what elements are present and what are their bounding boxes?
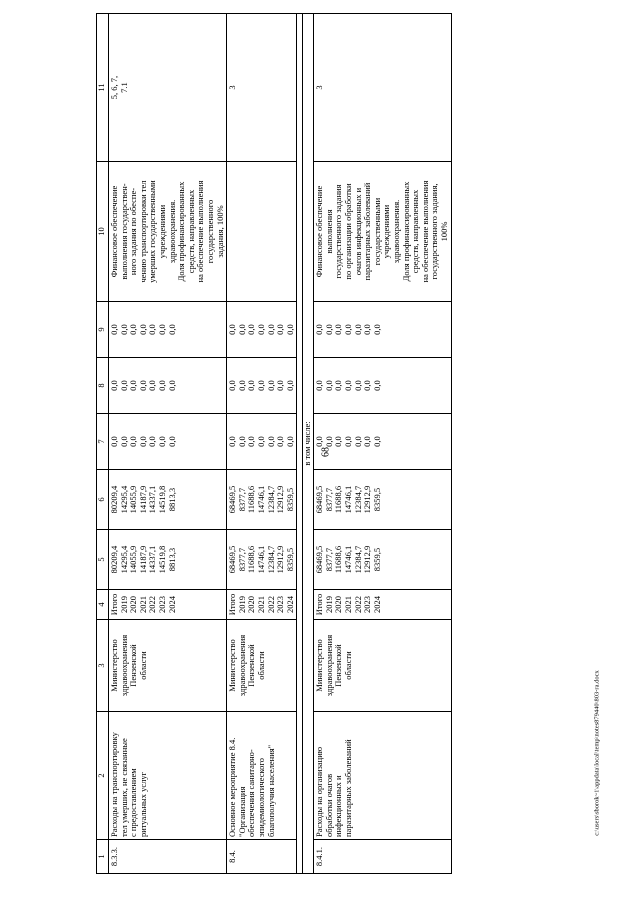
- value-column: [109, 414, 227, 470]
- value-line: 2024: [166, 596, 177, 613]
- value-line: 0,0: [265, 324, 276, 335]
- value-line: 2021: [137, 596, 148, 613]
- value-line: 0,0: [362, 380, 373, 391]
- value-line: 0,0: [284, 380, 295, 391]
- header-cell: 10: [97, 162, 109, 302]
- value-column: [109, 470, 227, 530]
- value-column: [227, 530, 297, 590]
- value-line: 12384,7: [265, 485, 276, 514]
- value-line: 14055,9: [128, 545, 139, 574]
- header-cell: 3: [97, 620, 109, 712]
- value-line: 0,0: [255, 436, 266, 447]
- executor: Министерство здравоохранения Пензенской области: [109, 620, 227, 712]
- value-line: 14295,4: [118, 545, 129, 574]
- value-line: 0,0: [371, 324, 382, 335]
- value-line: 2022: [352, 596, 363, 613]
- value-column: [314, 414, 451, 470]
- value-line: 2022: [147, 596, 158, 613]
- value-line: 12912,9: [275, 545, 286, 574]
- value-line: 11688,6: [333, 485, 344, 514]
- value-line: 0,0: [333, 324, 344, 335]
- section-row: [227, 14, 297, 874]
- value-line: 12384,7: [352, 485, 363, 514]
- value-line: 2023: [275, 596, 286, 613]
- value-column: [227, 358, 297, 414]
- value-column: [314, 358, 451, 414]
- header-row: [97, 14, 109, 874]
- value-line: 80209,4: [109, 485, 119, 514]
- value-line: 0,0: [275, 436, 286, 447]
- value-line: 14746,1: [343, 545, 354, 574]
- value-line: 0,0: [343, 324, 354, 335]
- value-line: 14055,9: [128, 485, 139, 514]
- value-line: 0,0: [255, 380, 266, 391]
- value-line: 2019: [118, 596, 129, 613]
- value-line: 0,0: [371, 380, 382, 391]
- indicator-link: 5, 6, 7, 7.1: [109, 14, 227, 162]
- value-column: [109, 590, 227, 620]
- value-line: 0,0: [118, 436, 129, 447]
- value-line: 8813,3: [166, 487, 177, 512]
- value-line: 0,0: [333, 380, 344, 391]
- value-line: 0,0: [147, 324, 158, 335]
- page-number: 68: [320, 447, 332, 457]
- value-line: 8377,7: [236, 487, 247, 512]
- value-line: 8359,5: [284, 547, 295, 572]
- footer-file-path: c:\users\sborok~1\appdata\local\temp\notes879440\803-ra.docx: [593, 670, 601, 836]
- value-line: 2019: [236, 596, 247, 613]
- value-line: 0,0: [275, 380, 286, 391]
- value-line: 0,0: [333, 436, 344, 447]
- value-line: 0,0: [323, 436, 334, 447]
- value-line: 0,0: [118, 324, 129, 335]
- value-line: 0,0: [246, 324, 257, 335]
- value-line: 0,0: [352, 436, 363, 447]
- value-line: 0,0: [166, 380, 177, 391]
- subheader-text: в том числе:: [303, 14, 314, 874]
- value-line: 2023: [362, 596, 373, 613]
- value-line: 12384,7: [352, 545, 363, 574]
- value-line: 0,0: [166, 436, 177, 447]
- value-line: 0,0: [227, 380, 238, 391]
- value-line: 80209,4: [109, 545, 119, 574]
- value-line: 8813,3: [166, 547, 177, 572]
- value-column: [314, 590, 451, 620]
- value-line: 0,0: [314, 324, 325, 335]
- value-line: 0,0: [265, 436, 276, 447]
- indicator-text: Финансовое обеспечение выполнения государственного задания по организации обработки очагов инфекционных и паразитарных заболеваний государственными учреждениями здравоохранения. Доля профинансированных средств, направленных на обеспечение выполнения государственного задания, 100%: [314, 162, 451, 302]
- item-number: 8.3.3.: [109, 840, 227, 874]
- value-line: 11688,6: [333, 545, 344, 574]
- budget-table: [96, 13, 452, 874]
- value-line: 0,0: [284, 436, 295, 447]
- value-line: 14337,1: [147, 485, 158, 514]
- value-line: 2023: [156, 596, 167, 613]
- value-column: [227, 470, 297, 530]
- header-cell: 1: [97, 840, 109, 874]
- value-line: 8359,5: [284, 487, 295, 512]
- value-line: 2024: [284, 596, 295, 613]
- value-line: 14295,4: [118, 485, 129, 514]
- header-cell: 5: [97, 530, 109, 590]
- value-line: 2022: [265, 596, 276, 613]
- value-line: 0,0: [362, 324, 373, 335]
- table-body: [97, 14, 452, 874]
- value-line: 11688,6: [246, 545, 257, 574]
- value-line: 0,0: [227, 436, 238, 447]
- value-line: 0,0: [137, 380, 148, 391]
- value-column: [314, 530, 451, 590]
- value-line: 0,0: [362, 436, 373, 447]
- value-column: [227, 414, 297, 470]
- value-line: 0,0: [236, 380, 247, 391]
- value-line: 14337,1: [147, 545, 158, 574]
- header-cell: 8: [97, 358, 109, 414]
- value-line: 2021: [255, 596, 266, 613]
- section-row: [314, 14, 451, 874]
- value-line: 0,0: [246, 436, 257, 447]
- value-line: 0,0: [236, 324, 247, 335]
- value-line: 0,0: [352, 324, 363, 335]
- value-line: 0,0: [284, 324, 295, 335]
- value-line: 0,0: [147, 436, 158, 447]
- value-line: 0,0: [147, 380, 158, 391]
- value-column: [314, 302, 451, 358]
- value-line: 0,0: [128, 324, 139, 335]
- value-line: 14746,1: [255, 545, 266, 574]
- value-line: 2020: [333, 596, 344, 613]
- value-line: Итого: [227, 593, 238, 616]
- executor: Министерство здравоохранения Пензенской области: [314, 620, 451, 712]
- indicator-link: 3: [314, 14, 451, 162]
- value-line: 0,0: [255, 324, 266, 335]
- value-line: 12384,7: [265, 545, 276, 574]
- value-line: 0,0: [156, 436, 167, 447]
- value-line: 8377,7: [236, 547, 247, 572]
- value-line: 0,0: [166, 324, 177, 335]
- header-cell: 2: [97, 712, 109, 840]
- value-line: 8359,5: [371, 547, 382, 572]
- header-cell: 11: [97, 14, 109, 162]
- value-line: 2021: [343, 596, 354, 613]
- value-line: 0,0: [156, 380, 167, 391]
- value-line: 0,0: [314, 380, 325, 391]
- executor: Министерство здравоохранения Пензенской области: [227, 620, 297, 712]
- value-line: 8377,7: [323, 487, 334, 512]
- value-line: 0,0: [323, 324, 334, 335]
- header-cell: 4: [97, 590, 109, 620]
- value-line: 2024: [371, 596, 382, 613]
- value-line: 11688,6: [246, 485, 257, 514]
- value-line: 12912,9: [275, 485, 286, 514]
- subheader-row: [303, 14, 314, 874]
- item-name: Расходы на организацию обработки очагов инфекционных и паразитарных заболеваний: [314, 712, 451, 840]
- value-line: 2020: [246, 596, 257, 613]
- value-line: 68469,5: [227, 485, 238, 514]
- value-column: [109, 530, 227, 590]
- value-line: 0,0: [128, 436, 139, 447]
- item-name: Основное мероприятие 8.4. "Организация обеспечения санитарно- эпидемиологического благополучия населения": [227, 712, 297, 840]
- value-line: 0,0: [352, 380, 363, 391]
- indicator-text: [227, 162, 297, 302]
- value-line: 8377,7: [323, 547, 334, 572]
- section-row: [109, 14, 227, 874]
- value-line: 0,0: [137, 324, 148, 335]
- value-column: [109, 302, 227, 358]
- value-line: 14519,8: [156, 545, 167, 574]
- value-column: [109, 358, 227, 414]
- value-line: 2019: [323, 596, 334, 613]
- value-line: Итого: [109, 593, 119, 616]
- value-column: [227, 590, 297, 620]
- indicator-text: Финансовое обеспечение выполнения государствен- ного задания по обеспе- чению транспортировки тел умерших государственными учреждениями здравоохранения. Доля профинансированных средств, направленных на обеспечение выполнения государственного задания, 100%: [109, 162, 227, 302]
- item-name: Расходы на транспортировку тел умерших, не связанные с предоставлением ритуальных услуг: [109, 712, 227, 840]
- value-line: 14187,9: [137, 545, 148, 574]
- item-number: 8.4.: [227, 840, 297, 874]
- header-cell: 7: [97, 414, 109, 470]
- value-line: 14187,9: [137, 485, 148, 514]
- value-line: 68469,5: [227, 545, 238, 574]
- value-line: 0,0: [343, 380, 354, 391]
- indicator-link: 3: [227, 14, 297, 162]
- value-line: 14746,1: [343, 485, 354, 514]
- value-line: 0,0: [227, 324, 238, 335]
- value-line: 0,0: [109, 324, 119, 335]
- value-line: 0,0: [314, 436, 325, 447]
- value-line: 0,0: [109, 380, 119, 391]
- value-line: 14519,8: [156, 485, 167, 514]
- value-line: 68469,5: [314, 485, 325, 514]
- value-line: 0,0: [275, 324, 286, 335]
- value-line: 0,0: [236, 436, 247, 447]
- value-line: 0,0: [118, 380, 129, 391]
- value-line: 0,0: [371, 436, 382, 447]
- value-line: 8359,5: [371, 487, 382, 512]
- value-line: 68469,5: [314, 545, 325, 574]
- value-line: 0,0: [109, 436, 119, 447]
- value-line: 2020: [128, 596, 139, 613]
- value-line: Итого: [314, 593, 325, 616]
- value-line: 0,0: [156, 324, 167, 335]
- header-cell: 6: [97, 470, 109, 530]
- header-cell: 9: [97, 302, 109, 358]
- value-line: 0,0: [343, 436, 354, 447]
- item-number: 8.4.1.: [314, 840, 451, 874]
- value-line: 14746,1: [255, 485, 266, 514]
- value-line: 12912,9: [362, 545, 373, 574]
- rotated-page-content: [96, 14, 629, 874]
- value-line: 0,0: [323, 380, 334, 391]
- value-column: [227, 302, 297, 358]
- value-line: 0,0: [128, 380, 139, 391]
- value-line: 0,0: [246, 380, 257, 391]
- value-line: 12912,9: [362, 485, 373, 514]
- value-line: 0,0: [265, 380, 276, 391]
- value-column: [314, 470, 451, 530]
- value-line: 0,0: [137, 436, 148, 447]
